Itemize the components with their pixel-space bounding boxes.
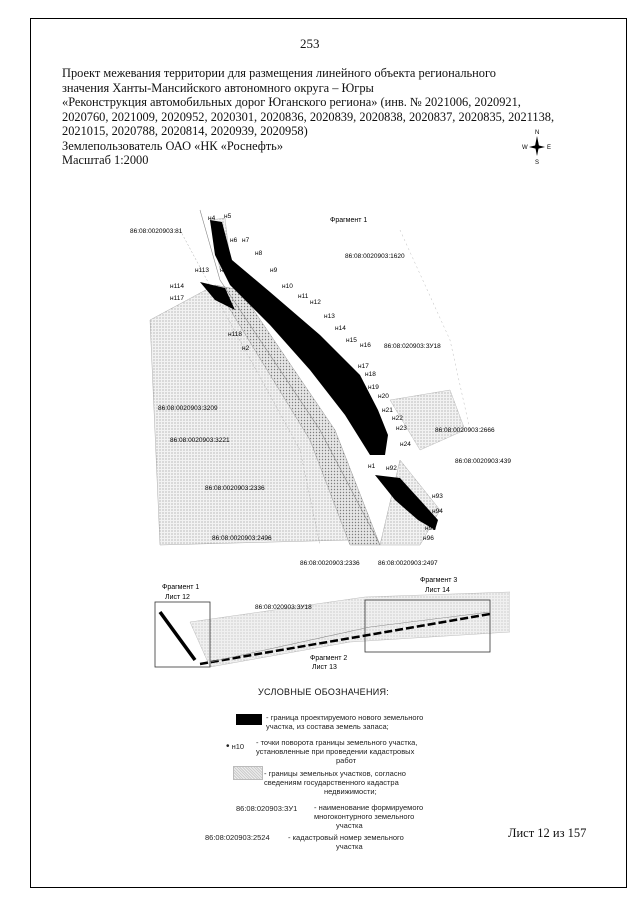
point-label: н96 bbox=[423, 535, 434, 542]
land-user-line: Землепользователь ОАО «НК «Роснефть» bbox=[62, 138, 284, 153]
point-label: н22 bbox=[392, 415, 403, 422]
point-label: н9 bbox=[270, 267, 278, 274]
legend-point-symbol: • н10 bbox=[226, 741, 245, 752]
point-label: н18 bbox=[365, 371, 376, 378]
point-label: н117 bbox=[170, 295, 184, 302]
parcel-label: 86:08:0020903:439 bbox=[455, 458, 512, 465]
parcel-label: 86:08:0020903:2336 bbox=[300, 560, 360, 567]
overview-parcel: 86:08:020903:ЗУ18 bbox=[255, 604, 312, 611]
parcel-label: 86:08:0020903:2496 bbox=[212, 535, 272, 542]
point-label: н113 bbox=[195, 267, 209, 274]
overview-sheet-12: Лист 12 bbox=[165, 594, 190, 601]
point-label: н7 bbox=[242, 237, 250, 244]
point-label: н1 bbox=[368, 463, 376, 470]
overview-sheet-13: Лист 13 bbox=[312, 664, 337, 671]
point-label: н20 bbox=[378, 393, 389, 400]
point-label: н13 bbox=[324, 313, 335, 320]
legend-cadastral-symbol: 86:08:020903:2524 bbox=[205, 833, 270, 842]
overview-fragment-3: Фрагмент 3 bbox=[420, 577, 458, 584]
parcel-label: 86:08:0020903:3221 bbox=[170, 437, 230, 444]
parcel-label: 86:08:0020903:3209 bbox=[158, 405, 218, 412]
cadastral-map bbox=[120, 200, 560, 580]
point-label: н10 bbox=[282, 283, 293, 290]
overview-fragment-2: Фрагмент 2 bbox=[310, 655, 348, 662]
point-label: н15 bbox=[346, 337, 357, 344]
parcel-label: 86:08:0020903:1620 bbox=[345, 253, 405, 260]
point-label: н94 bbox=[432, 508, 443, 515]
legend-item-4: - наименование формируемого многоконтурного земельного участка bbox=[314, 803, 424, 830]
scale-line: Масштаб 1:2000 bbox=[62, 153, 149, 167]
legend-item-2: - точки поворота границы земельного участка, установленные при проведении кадастровых работ bbox=[256, 738, 418, 765]
compass-icon bbox=[522, 126, 552, 166]
legend-item-5: - кадастровый номер земельного участка bbox=[288, 833, 404, 851]
legend-black-swatch bbox=[236, 714, 262, 725]
legend-item-1: - граница проектируемого нового земельного участка, из состава земель запаса; bbox=[266, 713, 424, 731]
compass-w: W bbox=[522, 145, 528, 151]
document-header bbox=[62, 66, 555, 168]
point-label: н5 bbox=[224, 213, 232, 220]
point-label: н17 bbox=[358, 363, 369, 370]
parcel-label: 86:08:020903:ЗУ18 bbox=[384, 343, 441, 350]
point-label: н118 bbox=[228, 331, 242, 338]
overview-map bbox=[150, 572, 510, 682]
point-label: н2 bbox=[242, 345, 250, 352]
point-label: н4 bbox=[208, 215, 216, 222]
point-label: н3 bbox=[220, 267, 228, 274]
point-label: н16 bbox=[360, 342, 371, 349]
parcel-label: 86:08:0020903:2666 bbox=[435, 427, 495, 434]
point-label: н95 bbox=[425, 525, 436, 532]
point-label: н11 bbox=[298, 293, 309, 300]
title-line: значения Ханты-Мансийского автономного округа – Югры bbox=[62, 80, 374, 95]
compass-n: N bbox=[535, 130, 540, 136]
point-label: н6 bbox=[230, 237, 238, 244]
point-label: н92 bbox=[386, 465, 397, 472]
parcel-label: 86:08:0020903:2336 bbox=[205, 485, 265, 492]
point-label: н23 bbox=[396, 425, 407, 432]
compass-s: S bbox=[535, 160, 540, 166]
fragment-label: Фрагмент 1 bbox=[330, 217, 368, 224]
legend-zu-symbol: 86:08:020903:ЗУ1 bbox=[236, 804, 298, 813]
title-line: 2020760, 2021009, 2020952, 2020301, 2020836, 2020839, 2020838, 2020837, 2020835, 2021138, bbox=[62, 109, 555, 124]
point-label: н93 bbox=[432, 493, 443, 500]
point-label: н24 bbox=[400, 441, 411, 448]
parcel-label: 86:08:0020903:2497 bbox=[378, 560, 438, 567]
point-label: н114 bbox=[170, 283, 184, 290]
parcel-label: 86:08:0020903:81 bbox=[130, 228, 183, 235]
point-label: н19 bbox=[368, 384, 379, 391]
sheet-number: Лист 12 из 157 bbox=[508, 826, 587, 840]
overview-fragment-1: Фрагмент 1 bbox=[162, 584, 200, 591]
legend-title: УСЛОВНЫЕ ОБОЗНАЧЕНИЯ: bbox=[258, 687, 390, 697]
legend-item-3: - границы земельных участков, согласно сведениям государственного кадастра недвижимости; bbox=[264, 769, 406, 796]
overview-sheet-14: Лист 14 bbox=[425, 587, 450, 594]
title-line: Проект межевания территории для размещения линейного объекта регионального bbox=[62, 66, 496, 80]
point-label: н14 bbox=[335, 325, 346, 332]
point-label: н91 bbox=[382, 478, 393, 485]
compass-e: E bbox=[547, 145, 552, 151]
title-line: 2021015, 2020788, 2020814, 2020939, 2020958) bbox=[62, 124, 308, 138]
page-number: 253 bbox=[300, 36, 320, 51]
legend-dotted-swatch bbox=[233, 766, 263, 780]
point-label: н21 bbox=[382, 407, 393, 414]
title-line: «Реконструкция автомобильных дорог Юганского региона» (инв. № 2021006, 2020921, bbox=[62, 95, 521, 109]
point-label: н8 bbox=[255, 250, 263, 257]
point-label: н12 bbox=[310, 299, 321, 306]
